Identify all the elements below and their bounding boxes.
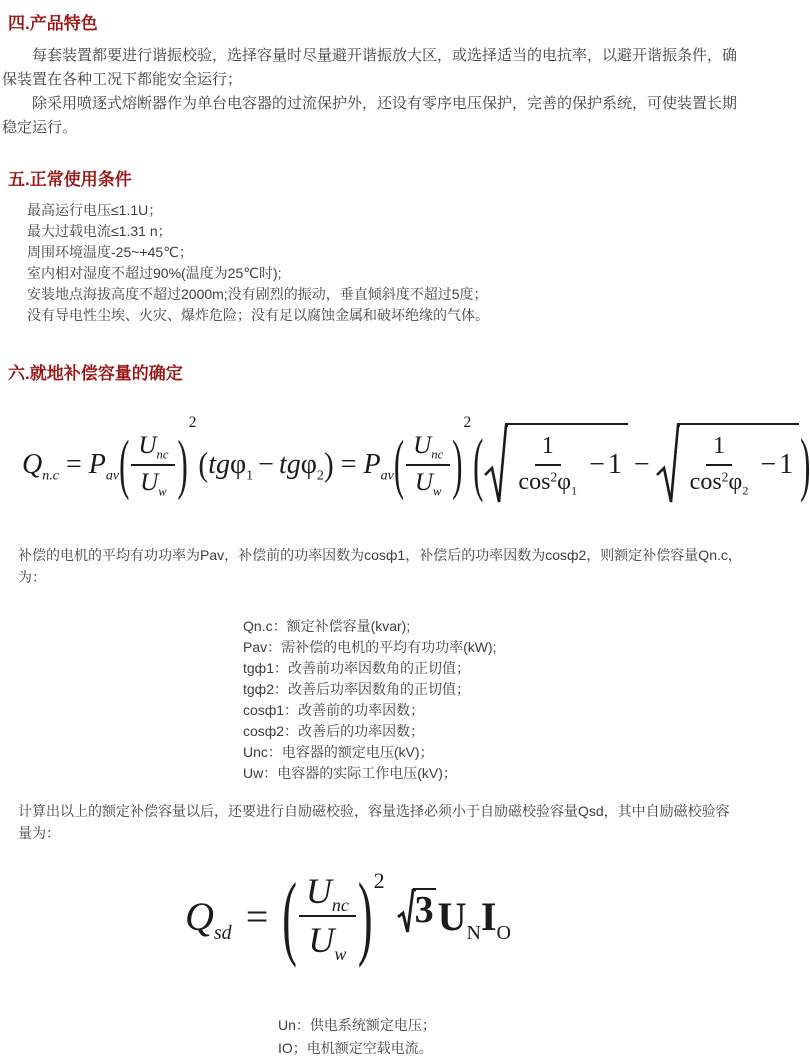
formula-self-excitation-check-capacity [185,863,750,969]
section-6-paragraph-1: 补偿的电机的平均有功功率为Pav，补偿前的功率因数为cosф1，补偿后的功率因数为cosф2，则额定补偿容量Qn.c，为： [18,547,742,585]
sub-1: 1 [571,483,578,498]
var-u: U [305,870,332,911]
phi-symbol: φ [229,449,247,480]
definition-item: Un：供电系统额定电压； [278,1017,436,1033]
symbol-definitions-list [243,616,750,784]
var-u: U [308,920,335,960]
definition-item: IO；电机额定空载电流。 [278,1040,433,1056]
var-u-sub-w: w [334,944,347,965]
numeral-1: 1 [779,449,794,480]
operating-conditions-list [27,200,750,326]
sub-2: 2 [316,468,324,484]
left-paren: ( [198,446,209,483]
var-q: Q [185,893,214,939]
formula-rated-compensation-capacity [22,412,810,518]
section-4-paragraph-1: 每套装置都要进行谐振校验，选择容量时尽量避开谐振放大区，或选择适当的电抗率，以避开谐振条件，确保装置在各种工况下都能安全运行； [2,47,738,88]
fraction-unc-uw [131,432,175,498]
left-paren: ( [393,427,405,501]
var-u-system: U [437,893,467,939]
definition-item: Uw：电容器的实际工作电压(kV)； [243,765,457,781]
definition-item: Unc：电容器的额定电压(kV)； [243,744,434,760]
section-4-heading: 四.产品特色 [8,14,98,33]
left-paren: ( [473,424,484,503]
numeral-1: 1 [712,433,726,460]
exponent-2: 2 [188,414,197,431]
exponent-2: 2 [463,414,472,431]
exponent-2: 2 [373,868,385,893]
var-u: U [138,432,157,460]
equals-sign: = [245,893,269,939]
formula-term-pav [363,449,394,484]
right-paren: ) [800,424,810,503]
var-u-sub-nc: nc [331,894,349,915]
left-paren: ( [119,427,130,501]
tg: tg [278,449,301,480]
equals-sign: = [340,449,357,480]
minus-sign: − [760,449,777,480]
formula-term-pav [88,449,120,484]
right-paren: ) [323,446,334,483]
square-root [656,423,799,507]
section-4-paragraph-2: 除采用喷逐式熔断器作为单台电容器的过流保护外，还设有零序电压保护，完善的保护系统，可使装置长期稳定运行。 [2,95,738,136]
var-p-sub: av [105,468,120,484]
condition-item: 最大过载电流≤1.31 n； [27,223,172,239]
definition-item: cosф2：改善后的功率因数； [243,723,425,739]
var-u: U [140,469,159,496]
cos: cos [689,469,722,495]
var-u-sub-w: w [433,484,442,499]
condition-item: 最高运行电压≤1.1U； [27,202,163,218]
cos-exponent: 2 [550,469,558,485]
left-paren: ( [282,863,297,969]
var-u-sub-w: w [158,484,167,499]
formula-term-io [480,893,511,944]
definition-item: Pav：需补偿的电机的平均有功功率(kW); [243,639,497,655]
numeral-1: 1 [541,433,554,460]
definition-item: tgф2：改善后功率因数角的正切值； [243,681,470,697]
var-q-sub: sd [213,921,232,944]
numeral-1: 1 [607,449,622,480]
phi-symbol: φ [300,449,317,480]
formula-term-tgphi1 [208,449,254,484]
radicand [677,423,799,503]
section-5-heading: 五.正常使用条件 [8,170,132,189]
definition-item: cosф1：改善前的功率因数； [243,702,425,718]
right-paren: ) [452,427,463,501]
var-p: P [88,449,106,480]
var-u: U [414,469,434,496]
var-p: P [363,449,381,480]
phi-symbol: φ [728,469,743,495]
definition-item: Qn.c：额定补偿容量(kvar); [243,618,411,634]
var-u-sub-nc: nc [431,447,444,462]
fraction-one-over-cos2phi1 [511,433,584,496]
var-u-sub-nc: nc [156,447,169,462]
tg: tg [208,449,230,480]
fraction-unc-uw [299,870,356,965]
var-u-sub-n: N [466,921,481,944]
formula-term-qsd [185,893,232,944]
square-root [484,423,627,507]
var-i-noload: I [480,893,497,939]
var-u: U [413,432,432,460]
var-p-sub: av [380,468,394,484]
minus-sign: − [589,449,605,480]
symbol-definitions-list-2 [278,1014,750,1060]
square-root [397,888,436,936]
section-6-heading: 六.就地补偿容量的确定 [8,364,183,383]
var-i-sub-o: O [496,921,511,944]
radicand [505,423,627,503]
section-6-paragraph-2: 计算出以上的额定补偿容量以后，还要进行自励磁校验，容量选择必须小于自励磁校验容量Qsd，其中自励磁校验容量为： [18,803,730,841]
formula-term-tgphi2 [278,449,324,484]
condition-item: 没有导电性尘埃、火灾、爆炸危险；没有足以腐蚀金属和破坏绝缘的气体。 [27,307,489,323]
definition-item: tgф1：改善前功率因数角的正切值； [243,660,470,676]
var-q-sub: n.c [42,468,59,484]
sub-1: 1 [246,468,254,484]
formula-term-un [437,893,481,944]
condition-item: 周围环境温度-25~+45℃； [27,244,193,260]
condition-item: 室内相对湿度不超过90%(温度为25℃时); [27,265,282,281]
formula-term-qnc [22,449,59,484]
cos-exponent: 2 [721,469,729,485]
var-q: Q [22,449,43,480]
phi-symbol: φ [557,469,572,495]
fraction-one-over-cos2phi2 [683,433,756,496]
right-paren: ) [357,863,373,969]
fraction-unc-uw [406,432,450,498]
radicand-3: 3 [414,889,434,931]
minus-sign: − [258,449,274,480]
sub-2: 2 [742,483,749,498]
equals-sign: = [65,449,82,480]
right-paren: ) [177,427,188,501]
minus-sign: − [633,449,650,480]
cos: cos [518,469,551,495]
condition-item: 安装地点海拔高度不超过2000m;没有剧烈的振动，垂直倾斜度不超过5度； [27,286,488,302]
